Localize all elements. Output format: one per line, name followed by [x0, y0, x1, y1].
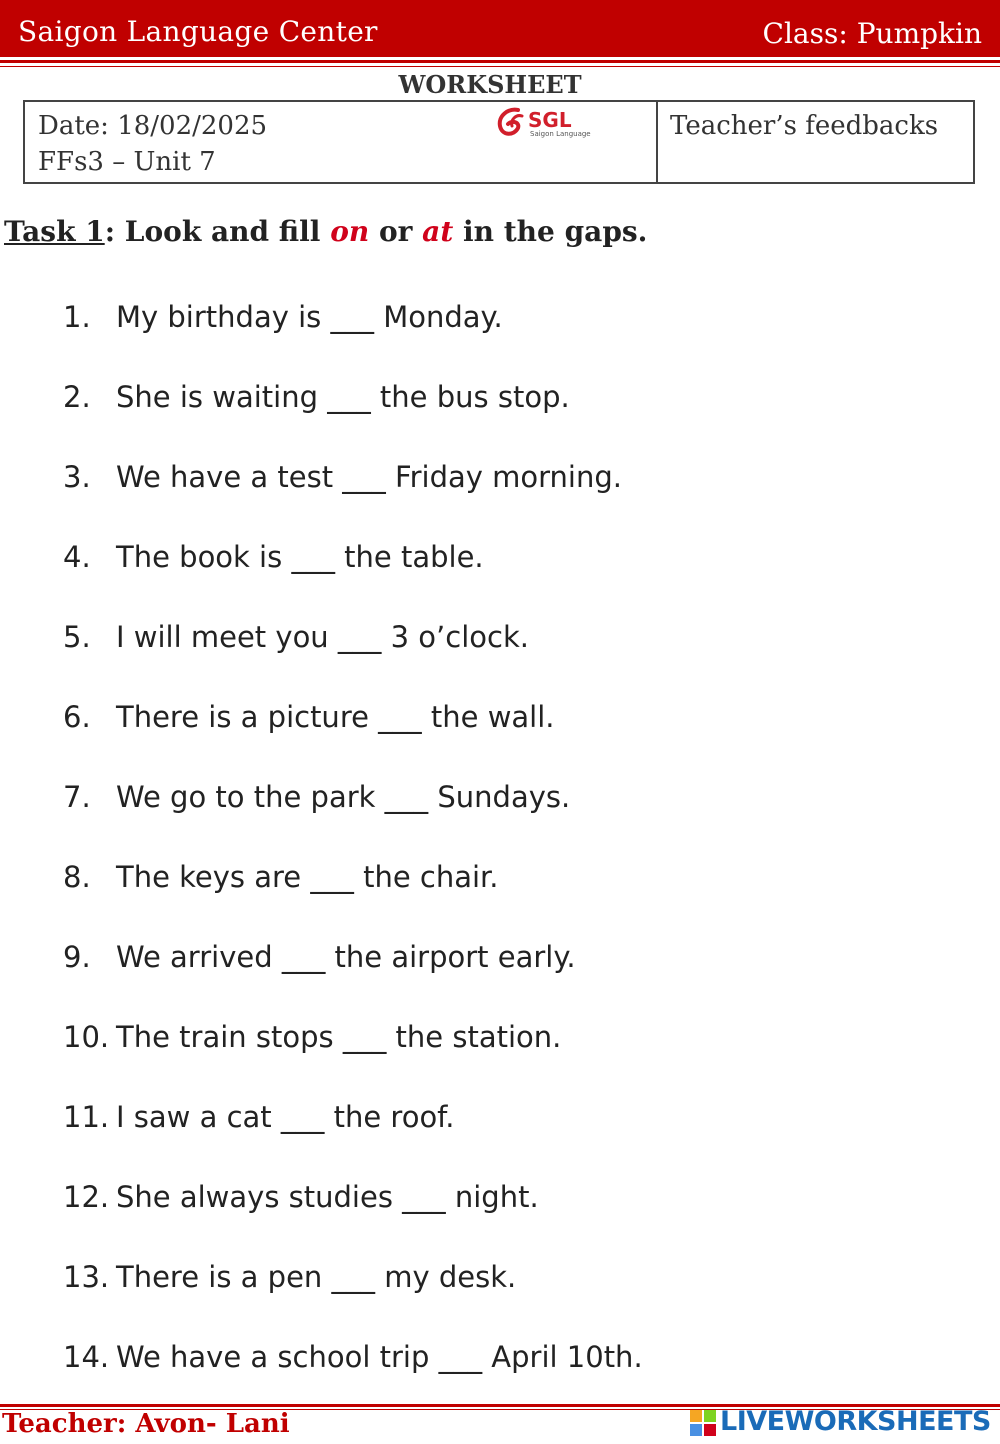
question-number: 1. [63, 300, 91, 334]
question-number: 6. [63, 700, 91, 734]
question-text: She always studies ___ night. [116, 1180, 539, 1214]
question-text: There is a picture ___ the wall. [116, 700, 555, 734]
question-number: 11. [63, 1100, 110, 1134]
question-number: 14. [63, 1340, 110, 1374]
task-word-at: at [422, 215, 454, 248]
question-text: The book is ___ the table. [116, 540, 484, 574]
question-text: I saw a cat ___ the roof. [116, 1100, 455, 1134]
question-number: 8. [63, 860, 91, 894]
question-number: 7. [63, 780, 91, 814]
task-text-post: in the gaps. [453, 215, 648, 248]
question-number: 10. [63, 1020, 110, 1054]
question-number: 5. [63, 620, 91, 654]
question-number: 2. [63, 380, 91, 414]
worksheet-title: WORKSHEET [398, 70, 582, 99]
question-number: 13. [63, 1260, 110, 1294]
question-text: My birthday is ___ Monday. [116, 300, 503, 334]
teacher-feedback-label: Teacher’s feedbacks [670, 111, 939, 141]
question-text: The keys are ___ the chair. [116, 860, 499, 894]
liveworksheets-logo[interactable] [690, 1404, 995, 1440]
task-text-pre: : Look and fill [104, 215, 331, 248]
question-number: 9. [63, 940, 91, 974]
question-number: 3. [63, 460, 91, 494]
question-number: 12. [63, 1180, 110, 1214]
header-divider [0, 60, 1000, 63]
question-text: We arrived ___ the airport early. [116, 940, 576, 974]
task-text-mid: or [369, 215, 423, 248]
liveworksheets-icon [690, 1410, 716, 1436]
unit-text: FFs3 – Unit 7 [38, 147, 216, 177]
liveworksheets-brand: LIVEWORKSHEETS [720, 1406, 991, 1437]
question-number: 4. [63, 540, 91, 574]
question-text: There is a pen ___ my desk. [116, 1260, 517, 1294]
center-name: Saigon Language Center [18, 15, 378, 48]
header-divider-thin [0, 66, 1000, 67]
question-text: We go to the park ___ Sundays. [116, 780, 571, 814]
teacher-name: Teacher: Avon- Lani [2, 1409, 290, 1439]
sgl-logo [494, 106, 594, 142]
task-instruction [4, 215, 647, 248]
question-text: We have a school trip ___ April 10th. [116, 1340, 643, 1374]
logo-subtitle: Saigon Language [530, 130, 591, 138]
header-bar [0, 0, 1000, 57]
date-text: Date: 18/02/2025 [38, 111, 268, 141]
question-text: I will meet you ___ 3 o’clock. [116, 620, 529, 654]
logo-brand: SGL [528, 108, 572, 132]
class-label: Class: Pumpkin [762, 17, 982, 50]
info-box-divider [656, 102, 658, 182]
task-word-on: on [330, 215, 370, 248]
question-text: The train stops ___ the station. [116, 1020, 562, 1054]
question-text: She is waiting ___ the bus stop. [116, 380, 570, 414]
question-text: We have a test ___ Friday morning. [116, 460, 622, 494]
task-label: Task 1 [4, 215, 105, 248]
sgl-logo-icon [494, 106, 526, 140]
